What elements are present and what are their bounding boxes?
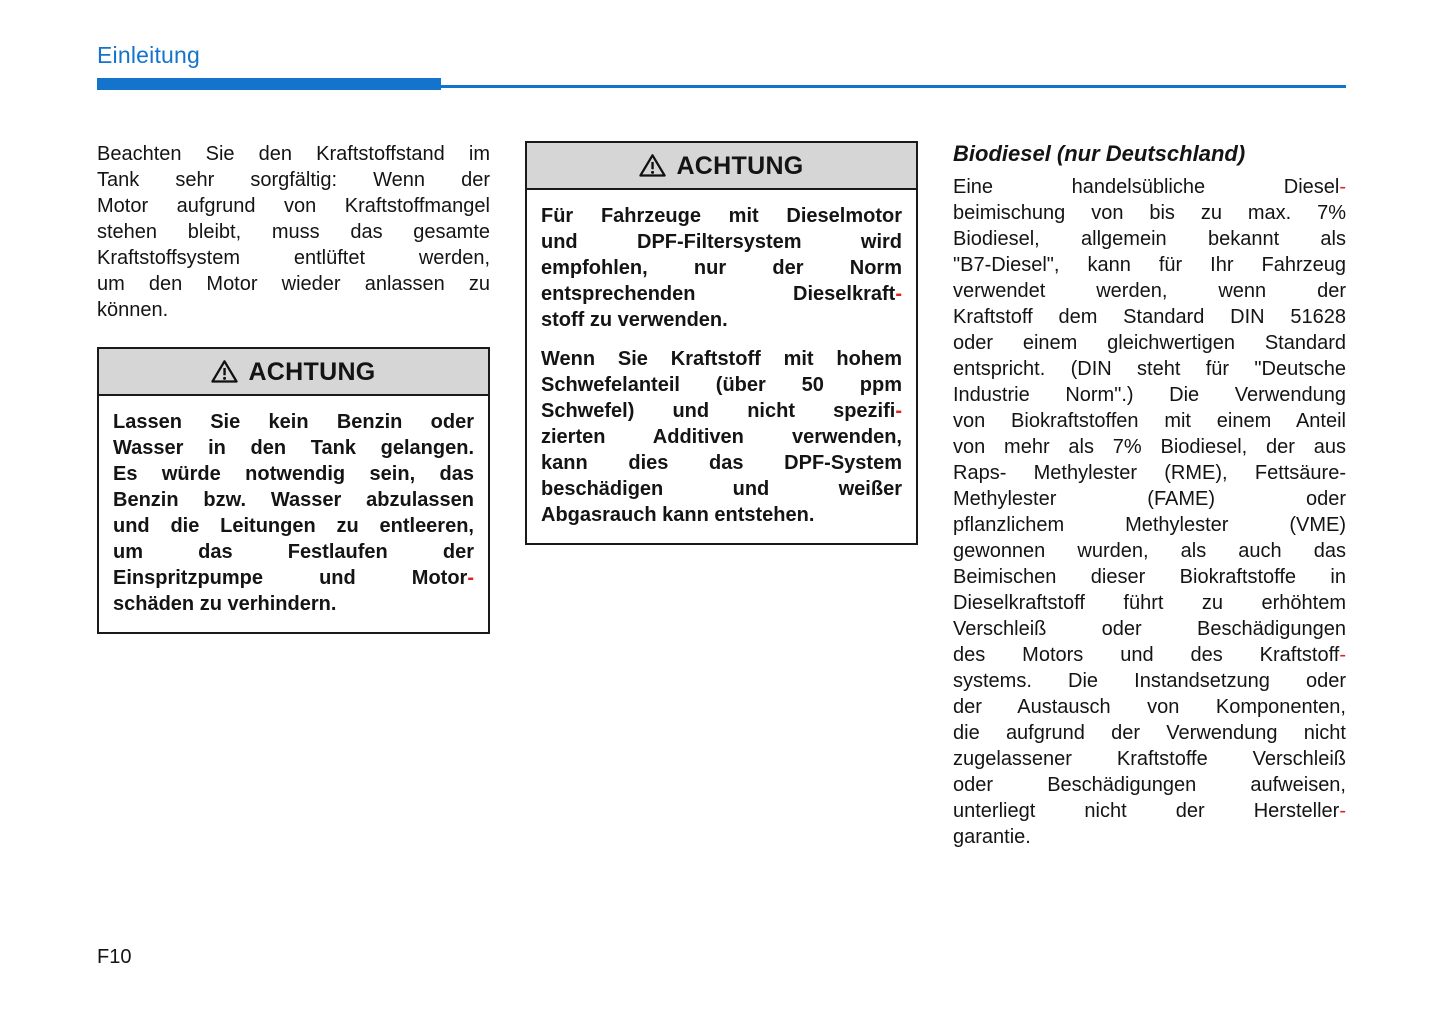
header-rule-thick — [97, 78, 441, 90]
section-title: Einleitung — [97, 42, 201, 68]
warning-paragraph: Lassen Sie kein Benzin oder Wasser in den Tank gelangen. Es würde notwendig sein, das Benzin bzw. Wasser abzulassen und die Leitungen zu entleeren, um das Festlaufen der Einspritzpumpe und Motor- schäden zu verhindern. — [113, 411, 474, 615]
page-header — [97, 42, 1346, 90]
warning-icon — [211, 359, 238, 384]
column-middle — [525, 141, 918, 850]
warning-paragraph-2: Wenn Sie Kraftstoff mit hohem Schwefelanteil (über 50 ppm Schwefel) und nicht spezifi- zierten Additiven verwenden, kann dies das DPF-System beschädigen und weißer Abgasrauch kann entstehen. — [541, 348, 902, 526]
page-number: F10 — [97, 946, 132, 968]
fuel-level-paragraph: Beachten Sie den Kraftstoffstand im Tank sehr sorgfältig: Wenn der Motor aufgrund von Kraftstoffmangel stehen bleibt, muss das gesamte Kraftstoffsystem entlüftet werden, um den Motor wieder anlassen zu können. — [97, 143, 490, 321]
biodiesel-paragraph: Eine handelsübliche Diesel- beimischung von bis zu max. 7% Biodiesel, allgemein bekannt als "B7-Diesel", kann für Ihr Fahrzeug verwendet werden, wenn der Kraftstoff dem Standard DIN 51628 oder einem gleichwertigen Standard entspricht. (DIN steht für "Deutsche Industrie Norm".) Die Verwendung von Biokraftstoffen mit einem Anteil von mehr als 7% Biodiesel, der aus Raps- Methylester (RME), Fettsäure- Methylester (FAME) oder pflanzlichem Methylester (VME) gewonnen wurden, als auch das Beimischen dieser Biokraftstoffe in Dieselkraftstoff führt zu erhöhtem Verschleiß oder Beschädigungen des Motors und des Kraftstoff- systems. Die Instandsetzung oder der Austausch von Komponenten, die aufgrund der Verwendung nicht zugelassener Kraftstoffe Verschleiß oder Beschädigungen aufweisen, unterliegt nicht der Hersteller- garantie. — [953, 176, 1346, 848]
warning-box-header — [99, 349, 488, 396]
warning-box-header — [527, 143, 916, 190]
warning-paragraph-1: Für Fahrzeuge mit Dieselmotor und DPF-Filtersystem wird empfohlen, nur der Norm entsprechenden Dieselkraft- stoff zu verwenden. — [541, 205, 902, 331]
column-left — [97, 141, 490, 850]
page-footer — [97, 946, 131, 969]
content-columns — [97, 141, 1346, 850]
warning-icon — [639, 153, 666, 178]
warning-box-diesel-dpf — [525, 141, 918, 545]
warning-box-body — [99, 396, 488, 632]
warning-box-body — [527, 190, 916, 543]
biodiesel-heading: Biodiesel (nur Deutschland) — [953, 141, 1246, 166]
warning-box-fuel-tank — [97, 347, 490, 634]
header-rule — [97, 78, 1346, 90]
warning-title: ACHTUNG — [248, 357, 376, 386]
column-right — [953, 141, 1346, 850]
warning-title: ACHTUNG — [676, 151, 804, 180]
